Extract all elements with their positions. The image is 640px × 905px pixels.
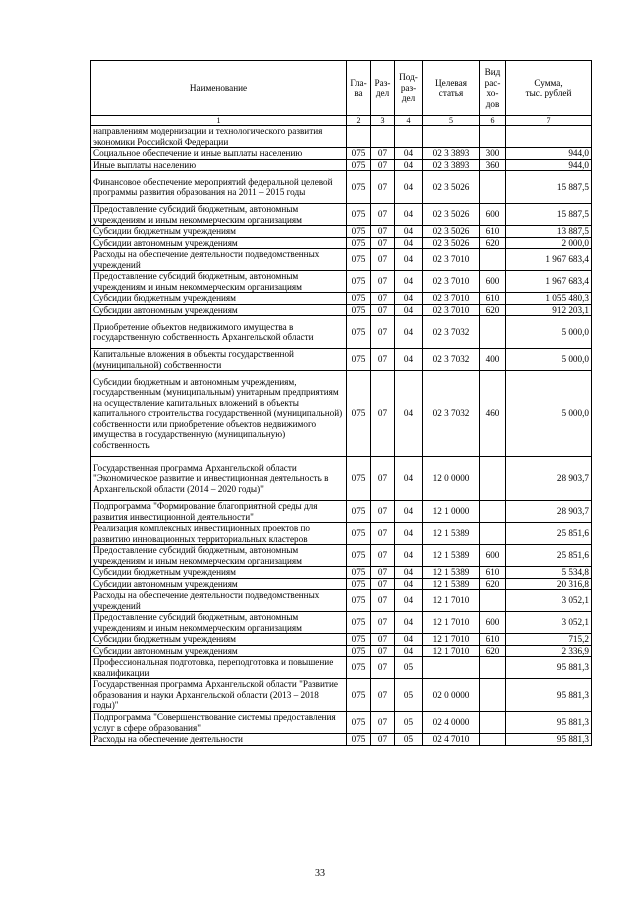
cell-name: Предоставление субсидий бюджетным, автономным учреждениям и иным некоммерческим организациям: [91, 204, 347, 226]
cell-vid: [480, 679, 506, 712]
cell-razdel: 07: [371, 304, 395, 316]
cell-vid: [480, 126, 506, 148]
table-row: [91, 316, 592, 349]
cell-sum: 2 000,0: [506, 237, 592, 249]
cell-podrazdel: 04: [395, 501, 423, 523]
cell-vid: 400: [480, 349, 506, 371]
table-row: [91, 634, 592, 646]
cell-glava: 075: [347, 578, 371, 590]
table-row: [91, 590, 592, 612]
cell-sum: 715,2: [506, 634, 592, 646]
cell-name: Субсидии автономным учреждениям: [91, 304, 347, 316]
cell-glava: 075: [347, 148, 371, 160]
header-vid: Вид рас- хо- дов: [480, 61, 506, 116]
cell-name: Социальное обеспечение и иные выплаты населению: [91, 148, 347, 160]
cell-podrazdel: 04: [395, 293, 423, 305]
cell-razdel: 07: [371, 371, 395, 457]
cell-vid: [480, 712, 506, 734]
cell-podrazdel: 04: [395, 148, 423, 160]
cell-podrazdel: 04: [395, 237, 423, 249]
cell-sum: 28 903,7: [506, 501, 592, 523]
cell-sum: 95 881,3: [506, 712, 592, 734]
cell-name: Субсидии бюджетным учреждениям: [91, 226, 347, 238]
cell-name: Предоставление субсидий бюджетным, автономным учреждениям и иным некоммерческим организациям: [91, 612, 347, 634]
cell-target: 12 1 7010: [423, 612, 480, 634]
cell-glava: 075: [347, 734, 371, 746]
cell-vid: 600: [480, 545, 506, 567]
cell-target: 12 1 5389: [423, 578, 480, 590]
cell-target: 02 4 0000: [423, 712, 480, 734]
table-row: [91, 171, 592, 204]
cell-target: 02 3 7010: [423, 271, 480, 293]
cell-razdel: 07: [371, 349, 395, 371]
cell-vid: 300: [480, 148, 506, 160]
cell-glava: 075: [347, 237, 371, 249]
cell-glava: 075: [347, 712, 371, 734]
cell-target: 02 3 7010: [423, 293, 480, 305]
cell-name: Субсидии бюджетным учреждениям: [91, 634, 347, 646]
cell-name: направлениям модернизации и технологического развития экономики Российской Федерации: [91, 126, 347, 148]
cell-razdel: 07: [371, 578, 395, 590]
cell-podrazdel: 05: [395, 712, 423, 734]
table-row: [91, 501, 592, 523]
cell-podrazdel: 04: [395, 612, 423, 634]
cell-target: 02 0 0000: [423, 679, 480, 712]
cell-podrazdel: [395, 126, 423, 148]
cell-vid: [480, 457, 506, 501]
cell-target: 02 3 3893: [423, 159, 480, 171]
column-number: 6: [480, 116, 506, 126]
table-row: [91, 679, 592, 712]
cell-sum: 912 203,1: [506, 304, 592, 316]
cell-sum: 3 052,1: [506, 590, 592, 612]
cell-vid: 620: [480, 304, 506, 316]
cell-vid: [480, 657, 506, 679]
cell-target: 02 4 7010: [423, 734, 480, 746]
cell-name: Субсидии автономным учреждениям: [91, 237, 347, 249]
cell-sum: 3 052,1: [506, 612, 592, 634]
cell-name: Профессиональная подготовка, переподготовка и повышение квалификации: [91, 657, 347, 679]
cell-target: 02 3 5026: [423, 204, 480, 226]
cell-razdel: 07: [371, 523, 395, 545]
cell-razdel: 07: [371, 237, 395, 249]
page-number: 33: [315, 868, 325, 879]
cell-name: Предоставление субсидий бюджетным, автономным учреждениям и иным некоммерческим организациям: [91, 271, 347, 293]
cell-glava: 075: [347, 545, 371, 567]
cell-podrazdel: 04: [395, 590, 423, 612]
cell-target: [423, 657, 480, 679]
cell-razdel: 07: [371, 645, 395, 657]
table-row: [91, 734, 592, 746]
cell-sum: 1 055 480,3: [506, 293, 592, 305]
cell-target: 02 3 7032: [423, 316, 480, 349]
cell-razdel: 07: [371, 249, 395, 271]
table-row: [91, 567, 592, 579]
header-razdel: Раз- дел: [371, 61, 395, 116]
cell-razdel: 07: [371, 679, 395, 712]
cell-glava: 075: [347, 249, 371, 271]
cell-glava: 075: [347, 567, 371, 579]
table-row: [91, 148, 592, 160]
cell-razdel: 07: [371, 148, 395, 160]
header-podrazdel: Под- раз- дел: [395, 61, 423, 116]
table-row: [91, 249, 592, 271]
cell-podrazdel: 04: [395, 316, 423, 349]
cell-podrazdel: 04: [395, 523, 423, 545]
table-row: [91, 545, 592, 567]
cell-razdel: 07: [371, 545, 395, 567]
table-row: [91, 457, 592, 501]
cell-sum: 28 903,7: [506, 457, 592, 501]
cell-podrazdel: 04: [395, 159, 423, 171]
cell-sum: 13 887,5: [506, 226, 592, 238]
cell-name: Расходы на обеспечение деятельности: [91, 734, 347, 746]
cell-podrazdel: 05: [395, 734, 423, 746]
cell-glava: 075: [347, 159, 371, 171]
cell-podrazdel: 04: [395, 567, 423, 579]
cell-glava: 075: [347, 204, 371, 226]
column-number: 7: [506, 116, 592, 126]
cell-razdel: 07: [371, 204, 395, 226]
cell-podrazdel: 04: [395, 171, 423, 204]
cell-podrazdel: 04: [395, 349, 423, 371]
table-row: [91, 612, 592, 634]
cell-vid: [480, 171, 506, 204]
cell-podrazdel: 04: [395, 645, 423, 657]
cell-razdel: 07: [371, 634, 395, 646]
column-number: 3: [371, 116, 395, 126]
cell-name: Субсидии автономным учреждениям: [91, 578, 347, 590]
cell-glava: 075: [347, 634, 371, 646]
budget-table: [90, 60, 592, 746]
cell-podrazdel: 04: [395, 226, 423, 238]
table-row: [91, 237, 592, 249]
header-name: Наименование: [91, 61, 347, 116]
cell-podrazdel: 04: [395, 545, 423, 567]
cell-vid: [480, 316, 506, 349]
cell-name: Расходы на обеспечение деятельности подведомственных учреждений: [91, 249, 347, 271]
table-header-row: [91, 61, 592, 116]
table-row: [91, 293, 592, 305]
cell-target: 02 3 7032: [423, 349, 480, 371]
cell-vid: 610: [480, 567, 506, 579]
header-sum: Сумма, тыс. рублей: [506, 61, 592, 116]
cell-sum: 25 851,6: [506, 523, 592, 545]
cell-target: 12 1 5389: [423, 545, 480, 567]
cell-target: [423, 126, 480, 148]
header-target: Целевая статья: [423, 61, 480, 116]
cell-sum: 5 000,0: [506, 349, 592, 371]
cell-razdel: 07: [371, 567, 395, 579]
cell-vid: 360: [480, 159, 506, 171]
cell-vid: 610: [480, 634, 506, 646]
cell-glava: 075: [347, 612, 371, 634]
table-row: [91, 657, 592, 679]
cell-glava: 075: [347, 304, 371, 316]
cell-target: 12 1 7010: [423, 634, 480, 646]
cell-sum: 15 887,5: [506, 171, 592, 204]
cell-target: 12 1 7010: [423, 645, 480, 657]
cell-target: 02 3 3893: [423, 148, 480, 160]
column-numbers-row: [91, 116, 592, 126]
cell-razdel: 07: [371, 271, 395, 293]
cell-target: 12 1 7010: [423, 590, 480, 612]
cell-razdel: 07: [371, 612, 395, 634]
cell-sum: 95 881,3: [506, 734, 592, 746]
table-row: [91, 712, 592, 734]
cell-podrazdel: 04: [395, 457, 423, 501]
table-row: [91, 523, 592, 545]
cell-name: Расходы на обеспечение деятельности подведомственных учреждений: [91, 590, 347, 612]
cell-glava: 075: [347, 349, 371, 371]
cell-vid: [480, 590, 506, 612]
table-row: [91, 204, 592, 226]
cell-razdel: [371, 126, 395, 148]
table-row: [91, 126, 592, 148]
cell-vid: 600: [480, 204, 506, 226]
cell-name: Субсидии бюджетным учреждениям: [91, 293, 347, 305]
cell-vid: [480, 501, 506, 523]
cell-vid: [480, 249, 506, 271]
cell-name: Субсидии бюджетным учреждениям: [91, 567, 347, 579]
cell-glava: 075: [347, 271, 371, 293]
cell-vid: [480, 523, 506, 545]
cell-vid: 620: [480, 645, 506, 657]
cell-sum: 1 967 683,4: [506, 249, 592, 271]
cell-sum: 20 316,8: [506, 578, 592, 590]
cell-target: 02 3 7010: [423, 304, 480, 316]
cell-podrazdel: 04: [395, 578, 423, 590]
cell-sum: 944,0: [506, 148, 592, 160]
cell-podrazdel: 05: [395, 679, 423, 712]
cell-vid: 600: [480, 612, 506, 634]
cell-sum: 15 887,5: [506, 204, 592, 226]
cell-vid: 460: [480, 371, 506, 457]
column-number: 2: [347, 116, 371, 126]
cell-name: Иные выплаты населению: [91, 159, 347, 171]
cell-razdel: 07: [371, 590, 395, 612]
cell-target: 02 3 7010: [423, 249, 480, 271]
cell-glava: [347, 126, 371, 148]
cell-razdel: 07: [371, 159, 395, 171]
cell-vid: 610: [480, 226, 506, 238]
table-row: [91, 645, 592, 657]
cell-glava: 075: [347, 316, 371, 349]
cell-name: Реализация комплексных инвестиционных проектов по развитию инновационных территориальных кластеров: [91, 523, 347, 545]
cell-sum: 25 851,6: [506, 545, 592, 567]
cell-razdel: 07: [371, 226, 395, 238]
column-number: 4: [395, 116, 423, 126]
cell-glava: 075: [347, 501, 371, 523]
cell-target: 12 0 0000: [423, 457, 480, 501]
cell-razdel: 07: [371, 316, 395, 349]
cell-sum: 1 967 683,4: [506, 271, 592, 293]
cell-razdel: 07: [371, 171, 395, 204]
header-glava: Гла- ва: [347, 61, 371, 116]
cell-name: Подпрограмма "Совершенствование системы предоставления услуг в сфере образования": [91, 712, 347, 734]
cell-target: 02 3 5026: [423, 226, 480, 238]
column-number: 1: [91, 116, 347, 126]
cell-podrazdel: 04: [395, 634, 423, 646]
table-body: [91, 126, 592, 746]
cell-razdel: 07: [371, 501, 395, 523]
cell-target: 12 1 5389: [423, 567, 480, 579]
cell-vid: 610: [480, 293, 506, 305]
cell-target: 12 1 5389: [423, 523, 480, 545]
table-row: [91, 349, 592, 371]
cell-vid: 620: [480, 578, 506, 590]
cell-name: Субсидии бюджетным и автономным учреждениям, государственным (муниципальным) унитарным предприятиям на осуществление капитальных вложений в объекты капитального строительства государственной (муниципальной) собственности или приобретение объектов недвижимого имущества в государственную (муниципальную) собственность: [91, 371, 347, 457]
cell-name: Приобретение объектов недвижимого имущества в государственную собственность Архангельской области: [91, 316, 347, 349]
table-row: [91, 371, 592, 457]
cell-glava: 075: [347, 226, 371, 238]
cell-razdel: 07: [371, 734, 395, 746]
table-row: [91, 271, 592, 293]
cell-glava: 075: [347, 293, 371, 305]
cell-name: Государственная программа Архангельской области "Экономическое развитие и инвестиционная деятельность в Архангельской области (2014 – 2020 годы)": [91, 457, 347, 501]
cell-razdel: 07: [371, 712, 395, 734]
cell-name: Финансовое обеспечение мероприятий федеральной целевой программы развития образования на 2011 – 2015 годы: [91, 171, 347, 204]
cell-podrazdel: 05: [395, 657, 423, 679]
cell-razdel: 07: [371, 457, 395, 501]
cell-sum: 95 881,3: [506, 679, 592, 712]
cell-glava: 075: [347, 457, 371, 501]
cell-glava: 075: [347, 171, 371, 204]
cell-glava: 075: [347, 523, 371, 545]
cell-sum: [506, 126, 592, 148]
cell-name: Предоставление субсидий бюджетным, автономным учреждениям и иным некоммерческим организациям: [91, 545, 347, 567]
cell-glava: 075: [347, 645, 371, 657]
table-row: [91, 159, 592, 171]
cell-glava: 075: [347, 657, 371, 679]
table-row: [91, 226, 592, 238]
cell-target: 12 1 0000: [423, 501, 480, 523]
cell-podrazdel: 04: [395, 204, 423, 226]
cell-sum: 2 336,9: [506, 645, 592, 657]
table-row: [91, 578, 592, 590]
cell-name: Подпрограмма "Формирование благоприятной среды для развития инвестиционной деятельности": [91, 501, 347, 523]
cell-sum: 95 881,3: [506, 657, 592, 679]
cell-name: Субсидии автономным учреждениям: [91, 645, 347, 657]
cell-glava: 075: [347, 679, 371, 712]
cell-sum: 5 534,8: [506, 567, 592, 579]
table-row: [91, 304, 592, 316]
cell-sum: 5 000,0: [506, 316, 592, 349]
cell-podrazdel: 04: [395, 249, 423, 271]
cell-sum: 5 000,0: [506, 371, 592, 457]
cell-sum: 944,0: [506, 159, 592, 171]
cell-name: Государственная программа Архангельской области "Развитие образования и науки Архангельской области (2013 – 2018 годы)": [91, 679, 347, 712]
cell-podrazdel: 04: [395, 304, 423, 316]
cell-podrazdel: 04: [395, 371, 423, 457]
cell-target: 02 3 5026: [423, 171, 480, 204]
cell-name: Капитальные вложения в объекты государственной (муниципальной) собственности: [91, 349, 347, 371]
cell-glava: 075: [347, 371, 371, 457]
cell-vid: [480, 734, 506, 746]
cell-razdel: 07: [371, 293, 395, 305]
cell-vid: 620: [480, 237, 506, 249]
cell-vid: 600: [480, 271, 506, 293]
cell-glava: 075: [347, 590, 371, 612]
cell-podrazdel: 04: [395, 271, 423, 293]
cell-target: 02 3 5026: [423, 237, 480, 249]
cell-target: 02 3 7032: [423, 371, 480, 457]
column-number: 5: [423, 116, 480, 126]
cell-razdel: 07: [371, 657, 395, 679]
